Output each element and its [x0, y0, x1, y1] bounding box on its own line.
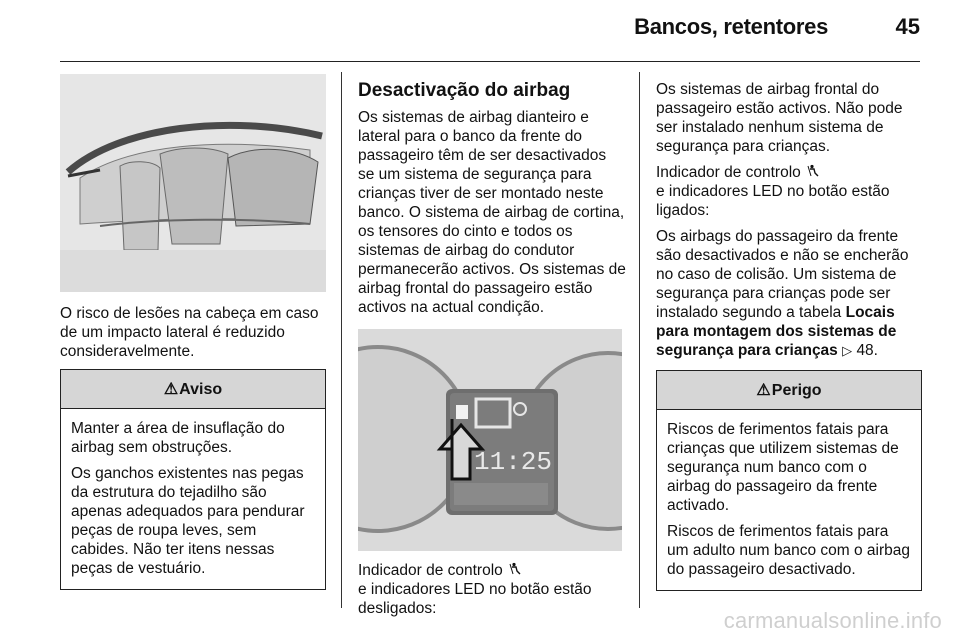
- indicator-off-text: e indicadores LED no botão estão desligados:: [358, 581, 592, 617]
- aviso-title: Aviso: [179, 381, 223, 398]
- perigo-header: [657, 371, 921, 410]
- perigo-title: Perigo: [771, 382, 822, 399]
- column-right: [656, 80, 922, 591]
- airbag-active-paragraph: Os sistemas de airbag frontal do passageiro estão activos. Não pode ser instalado nenhum sistema de segurança para crianças.: [656, 81, 903, 155]
- column-left: [60, 74, 326, 590]
- watermark: carmanualsonline.info: [723, 608, 942, 633]
- image-caption: O risco de lesões na cabeça em caso de um impacto lateral é reduzido consideravelmente.: [60, 305, 319, 360]
- warning-triangle-icon: ⚠: [756, 382, 771, 399]
- column-divider-1: [341, 72, 342, 608]
- display-clock: 11:25: [474, 447, 553, 477]
- perigo-paragraph-2: Riscos de ferimentos fatais para um adulto num banco com o airbag do passageiro desactivado.: [667, 523, 910, 578]
- indicator-on-text: e indicadores LED no botão estão ligados:: [656, 183, 890, 219]
- page-ref-arrow-icon: ▷: [842, 343, 853, 358]
- airbag-off-icon: [807, 164, 821, 178]
- perigo-paragraph-1: Riscos de ferimentos fatais para crianças que utilizem sistemas de segurança num banco com o airbag do passageiro da frente activado.: [667, 421, 899, 514]
- aviso-box: [60, 369, 326, 590]
- aviso-paragraph-1: Manter a área de insuflação do airbag sem obstruções.: [71, 420, 285, 456]
- indicator-text: Indicador de controlo: [358, 562, 503, 579]
- aviso-paragraph-2: Os ganchos existentes nas pegas da estrutura do tejadilho são apenas adequados para pendurar peças de roupa leves, sem cabides. Não ter itens nessas peças de vestuário.: [71, 465, 305, 577]
- section-heading: Desactivação do airbag: [358, 80, 571, 101]
- airbag-off-icon: [509, 562, 523, 576]
- page-number: 45: [895, 14, 920, 39]
- instrument-display-photo: [358, 329, 622, 551]
- child-seat-table-link[interactable]: Locais para montagem dos sistemas de segurança para crianças: [656, 304, 897, 359]
- indicator-off-line: [358, 561, 626, 618]
- warning-triangle-icon: ⚠: [163, 381, 179, 398]
- deactivated-text: Os airbags do passageiro da frente são desactivados e não se encherão no caso de colisão. Um sistema de segurança para crianças pode ser instalado segundo a tabela: [656, 228, 909, 321]
- perigo-box: [656, 370, 922, 591]
- indicator-on-line: [656, 163, 922, 220]
- header-rule: [60, 61, 920, 62]
- airbag-deactivated-paragraph: [656, 227, 922, 360]
- column-divider-2: [639, 72, 640, 608]
- column-middle: [358, 80, 626, 625]
- page-header-title: Bancos, retentores: [634, 14, 828, 39]
- intro-paragraph: Os sistemas de airbag dianteiro e lateral para o banco da frente do passageiro têm de ser desactivados se um sistema de segurança para crianças tiver de ser montado neste banco. O sistema de airbag de cortina, os tensores do cinto e todos os sistemas de airbag do condutor permanecerão activos. Os sistemas de airbag frontal do passageiro estão activos na actual condição.: [358, 109, 626, 316]
- indicator-text: Indicador de controlo: [656, 164, 801, 181]
- aviso-header: [61, 370, 325, 409]
- page-reference[interactable]: 48.: [856, 342, 878, 359]
- curtain-airbag-illustration: [60, 74, 326, 292]
